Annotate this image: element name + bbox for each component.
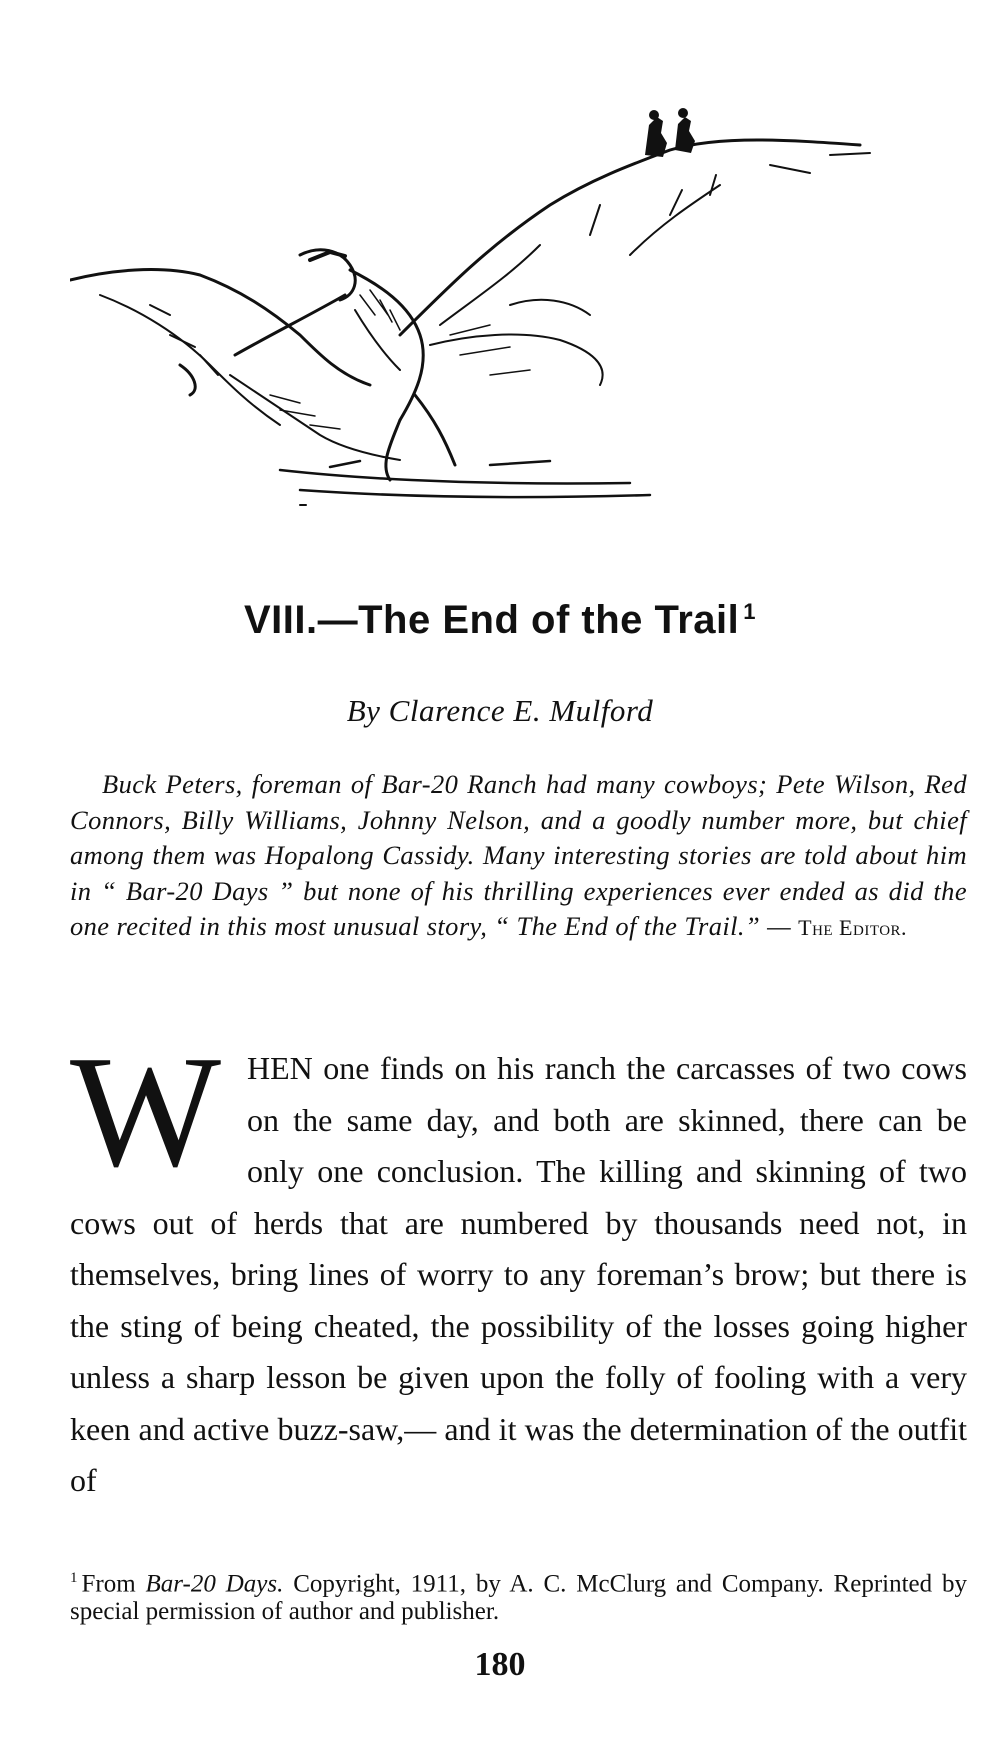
chapter-title <box>0 598 1000 643</box>
chapter-title-text: VIII.—The End of the Trail <box>243 598 740 642</box>
footnote-book-title: Bar-20 Days. <box>145 1570 284 1598</box>
footnote-prefix: From <box>81 1570 146 1598</box>
drop-cap: W <box>70 1022 222 1200</box>
editor-introduction <box>70 767 967 946</box>
page-number: 180 <box>474 1646 526 1683</box>
editor-signature: The Editor. <box>798 915 908 940</box>
cowboy-skinning-cow-illustration <box>70 95 970 585</box>
author-byline: By Clarence E. Mulford <box>346 693 654 728</box>
story-paragraph: HEN one finds on his ranch the carcasses of two cows on the same day, and both are skinned, there can be only one conclusion. The killing and skinning of two cows out of herds that are numbered by thousands need not, in themselves, bring lines of worry to any foreman’s brow; but there is the sting of being cheated, the possibility of the losses going higher unless a sharp lesson be given upon the folly of fooling with a very keen and active buzz-saw,— and it was the determination of the outfit of <box>70 1050 967 1498</box>
chapter-footnote-marker: 1 <box>743 598 756 624</box>
footnote-marker: 1 <box>70 1570 78 1586</box>
footnote <box>70 1564 967 1626</box>
intro-text: Buck Peters, foreman of Bar-20 Ranch had many cowboys; Pete Wilson, Red Connors, Billy Williams, Johnny Nelson, and a goodly number more, but chief among them was Hopalong Cassidy. Many interesting stories are told about him in “ Bar-20 Days ” but none of his thrilling experiences ever ended as did the one recited in this most unusual story, “ The End of the Trail.” — <box>70 769 967 941</box>
footnote-copyright: Copyright, 1911, by A. C. McClurg and Company. Reprinted by special permission of author and publisher. <box>70 1570 967 1626</box>
story-body <box>70 1022 967 1507</box>
